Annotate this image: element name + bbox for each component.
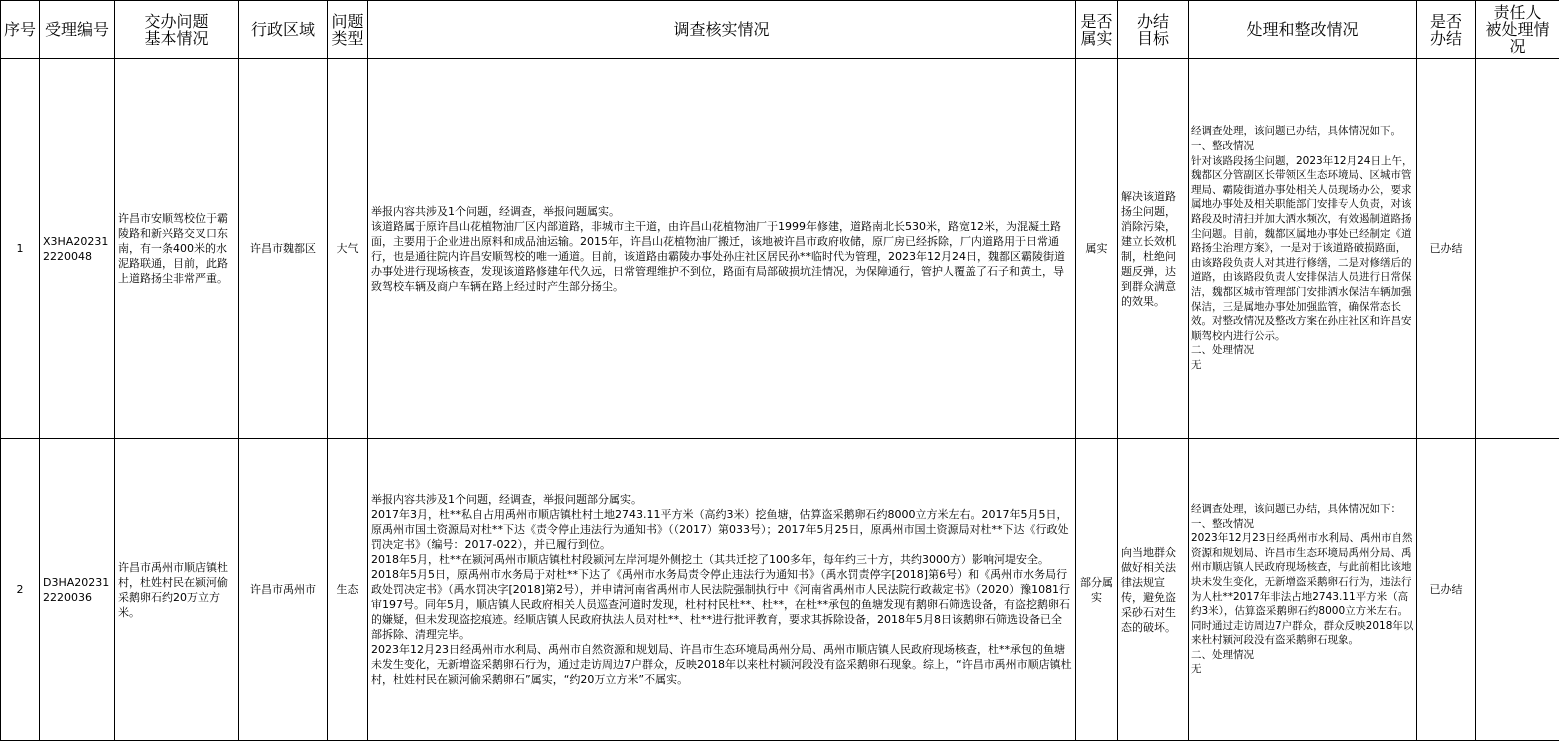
header-seq: 序号 [1,1,40,59]
header-true-line2: 属实 [1079,30,1114,47]
cell-investigation: 举报内容共涉及1个问题，经调查，举报问题属实。 该道路属于原许昌山花植物油厂区内部道路，非城市主干道，由许昌山花植物油厂于1999年修建，道路南北长530米，路宽12米，为混凝土路面，主要用于企业进出原料和成品油运输。2015年，许昌山花植物油厂搬迁，该地被许昌市政府收储，原厂房已经拆除，厂内道路用于日常通行，也是通往院内许昌安顺驾校的唯一通道。目前，该道路由霸陵办事处孙庄社区居民孙**临时代为管理，2023年12月24日，魏都区霸陵街道办事处进行现场核查，发现该道路修建年代久远，日常管理维护不到位，路面有局部破损坑洼情况，为保障通行，管护人覆盖了石子和黄土，导致驾校车辆及商户车辆在路上经过时产生部分扬尘。 [368,59,1076,439]
cell-basic: 许昌市安顺驾校位于霸陵路和新兴路交叉口东南，有一条400米的水泥路联通，目前，此路上道路扬尘非常严重。 [115,59,239,439]
header-done [1417,1,1476,59]
cell-type: 大气 [328,59,368,439]
header-basic-line2: 基本情况 [118,30,235,47]
header-resp-line1: 责任人 [1479,4,1556,21]
header-basic-line1: 交办问题 [118,13,235,30]
header-code: 受理编号 [40,1,115,59]
header-goal [1118,1,1189,59]
header-type-line2: 类型 [331,30,364,47]
table-row [1,439,1559,741]
header-type-line1: 问题 [331,13,364,30]
cell-responsible [1476,439,1559,741]
cell-investigation: 举报内容共涉及1个问题，经调查，举报问题部分属实。 2017年3月，杜**私自占用禹州市顺店镇杜村土地2743.11平方米（高约3米）挖鱼塘，估算盗采鹅卵石约8000立方米左右。2017年5月5日，原禹州市国土资源局对杜**下达《责令停止违法行为通知书》（（2017）第033号）；2017年5月25日，原禹州市国土资源局对杜**下达《行政处罚决定书》（编号：2017-022），并已履行到位。 2018年5月，杜**在颍河禹州市顺店镇杜村段颍河左岸河堤外侧挖土（其共迁挖了100多年，每年约三十方，共约3000方）影响河堤安全。2018年5月5日，原禹州市水务局于对杜**下达了《禹州市水务局责令停止违法行为通知书》（禹水罚责停字[2018]第6号）和《禹州市水务局行政处罚决定书》（禹水罚决字[2018]第2号），并申请河南省禹州市人民法院强制执行中《河南省禹州市人民法院行政裁定书》（2020）豫1081行审197号。同年5月，顺店镇人民政府相关人员巡查河道时发现，杜村村民杜**、杜**，在杜**承包的鱼塘发现有鹅卵石筛选设备，有盗挖鹅卵石的嫌疑，但未发现盗挖痕迹。经顺店镇人民政府执法人员对杜**、杜**进行批评教育，要求其拆除设备，2018年5月8日该鹅卵石筛选设备已全部拆除、清理完毕。 2023年12月23日经禹州市水利局、禹州市自然资源和规划局、许昌市生态环境局禹州分局、禹州市顺店镇人民政府现场核查，杜**承包的鱼塘未发生变化，无新增盗采鹅卵石行为，通过走访周边7户群众，反映2018年以来杜村颍河段没有盗采鹅卵石现象。综上，“许昌市禹州市顺店镇杜村，杜姓村民在颍河偷采鹅卵石”属实，“约20万立方米”不属实。 [368,439,1076,741]
cell-code: X3HA20231 2220048 [40,59,115,439]
header-basic [115,1,239,59]
header-true-line1: 是否 [1079,13,1114,30]
header-row [1,1,1559,59]
cell-code: D3HA20231 2220036 [40,439,115,741]
cell-type: 生态 [328,439,368,741]
header-resp-line2: 被处理情 [1479,21,1556,38]
header-done-line2: 办结 [1420,30,1472,47]
header-is-true [1076,1,1118,59]
cell-goal: 向当地群众做好相关法律法规宣传，避免盗采砂石对生态的破坏。 [1118,439,1189,741]
cell-seq: 1 [1,59,40,439]
cell-handling: 经调查处理，该问题已办结，具体情况如下： 一、整改情况 2023年12月23日经禹州市水利局、禹州市自然资源和规划局、许昌市生态环境局禹州分局、禹州市顺店镇人民政府现场核查，与此前相比该地块未发生变化，无新增盗采鹅卵石行为，违法行为人杜**2017年非法占地2743.11平方米（高约3米），估算盗采鹅卵石约8000立方米左右。同时通过走访周边7户群众，群众反映2018年以来杜村颍河段没有盗采鹅卵石现象。 二、处理情况 无 [1189,439,1417,741]
cell-handling: 经调查处理，该问题已办结，具体情况如下。 一、整改情况 针对该路段扬尘问题，2023年12月24日上午，魏都区分管副区长带领区生态环境局、区城市管理局、霸陵街道办事处相关人员现场办公，要求属地办事处及相关职能部门安排专人负责，对该路段及时清扫并加大洒水频次，有效遏制道路扬尘问题。目前，魏都区属地办事处已经制定《道路扬尘治理方案》，一是对于该道路破损路面，由该路段负责人对其进行修缮，二是对修缮后的道路，由该路段负责人安排保洁人员进行日常保洁，魏都区城市管理部门安排洒水保洁车辆加强保洁，三是属地办事处加强监管，确保常态长效。对整改情况及整改方案在孙庄社区和许昌安顺驾校内进行公示。 二、处理情况 无 [1189,59,1417,439]
cell-done: 已办结 [1417,59,1476,439]
cell-region: 许昌市禹州市 [239,439,328,741]
cell-responsible [1476,59,1559,439]
header-resp-line3: 况 [1479,38,1556,55]
header-responsible [1476,1,1559,59]
cell-is-true: 部分属实 [1076,439,1118,741]
table-row [1,59,1559,439]
cell-seq: 2 [1,439,40,741]
cell-region: 许昌市魏都区 [239,59,328,439]
header-goal-line1: 办结 [1121,13,1185,30]
cell-goal: 解决该道路扬尘问题，消除污染，建立长效机制，杜绝问题反弹，达到群众满意的效果。 [1118,59,1189,439]
cell-basic: 许昌市禹州市顺店镇杜村，杜姓村民在颍河偷采鹅卵石约20万立方米。 [115,439,239,741]
header-region: 行政区域 [239,1,328,59]
cell-is-true: 属实 [1076,59,1118,439]
header-handling: 处理和整改情况 [1189,1,1417,59]
header-type [328,1,368,59]
cell-done: 已办结 [1417,439,1476,741]
header-done-line1: 是否 [1420,13,1472,30]
header-goal-line2: 目标 [1121,30,1185,47]
header-investigation: 调查核实情况 [368,1,1076,59]
